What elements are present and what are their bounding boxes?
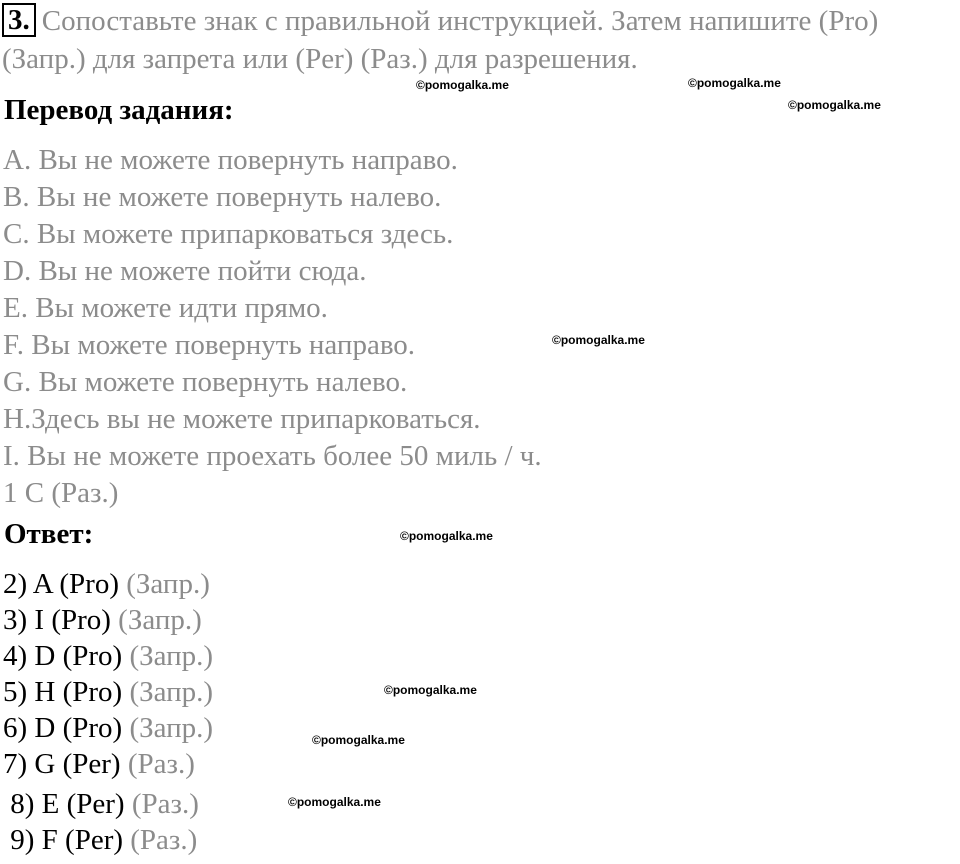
- translation-line: E. Вы можете идти прямо.: [3, 292, 328, 324]
- answer-item: [3, 674, 213, 710]
- translation-heading: Перевод задания:: [4, 94, 234, 126]
- translation-line: G. Вы можете повернуть налево.: [3, 366, 408, 398]
- answer-heading: Ответ:: [4, 518, 94, 550]
- answer-code: 8) E (Per): [3, 788, 125, 820]
- answer-item: [3, 710, 213, 746]
- answer-code: 4) D (Pro): [3, 640, 123, 672]
- answer-item: [3, 746, 213, 782]
- watermark: ©pomogalka.me: [552, 333, 645, 347]
- answer-item: [3, 822, 213, 858]
- answer-translation: (Запр.): [126, 568, 210, 600]
- translation-line: 1 C (Раз.): [3, 477, 119, 509]
- translation-list: [3, 142, 542, 512]
- watermark: ©pomogalka.me: [788, 98, 881, 112]
- translation-line: C. Вы можете припарковаться здесь.: [3, 218, 454, 250]
- answer-code: 7) G (Per): [3, 748, 121, 780]
- answer-code: 5) H (Pro): [3, 676, 123, 708]
- answer-code: 6) D (Pro): [3, 712, 123, 744]
- watermark: ©pomogalka.me: [312, 733, 405, 747]
- answer-translation: (Запр.): [129, 676, 214, 708]
- answer-list: [3, 566, 213, 858]
- translation-line: H.Здесь вы не можете припарковаться.: [3, 403, 481, 435]
- answer-code: 9) F (Per): [3, 824, 124, 856]
- answer-translation: (Запр.): [129, 712, 214, 744]
- task-statement: [2, 2, 958, 78]
- translation-line: I. Вы не можете проехать более 50 миль / ч.: [3, 440, 542, 472]
- translation-line: D. Вы не можете пойти сюда.: [3, 255, 367, 287]
- watermark: ©pomogalka.me: [400, 529, 493, 543]
- answer-code: 2) A (Pro): [3, 568, 119, 600]
- watermark: ©pomogalka.me: [688, 76, 781, 90]
- answer-translation: (Раз.): [131, 788, 199, 820]
- answer-translation: (Раз.): [127, 748, 195, 780]
- answer-item: [3, 566, 213, 602]
- translation-line: A. Вы не можете повернуть направо.: [3, 144, 458, 176]
- answer-item: [3, 638, 213, 674]
- answer-translation: (Запр.): [129, 640, 214, 672]
- watermark: ©pomogalka.me: [416, 78, 509, 92]
- answer-item: [3, 602, 213, 638]
- watermark: ©pomogalka.me: [384, 683, 477, 697]
- answer-code: 3) I (Pro): [3, 604, 111, 636]
- translation-line: B. Вы не можете повернуть налево.: [3, 181, 442, 213]
- translation-line: F. Вы можете повернуть направо.: [3, 329, 416, 361]
- answer-translation: (Раз.): [130, 824, 198, 856]
- task-number-box: 3.: [2, 3, 36, 37]
- task-text: Сопоставьте знак с правильной инструкцией. Затем напишите (Pro) (Запр.) для запрета или (Per) (Раз.) для разрешения.: [2, 5, 879, 75]
- answer-item: [3, 786, 213, 822]
- answer-translation: (Запр.): [118, 604, 202, 636]
- watermark: ©pomogalka.me: [288, 795, 381, 809]
